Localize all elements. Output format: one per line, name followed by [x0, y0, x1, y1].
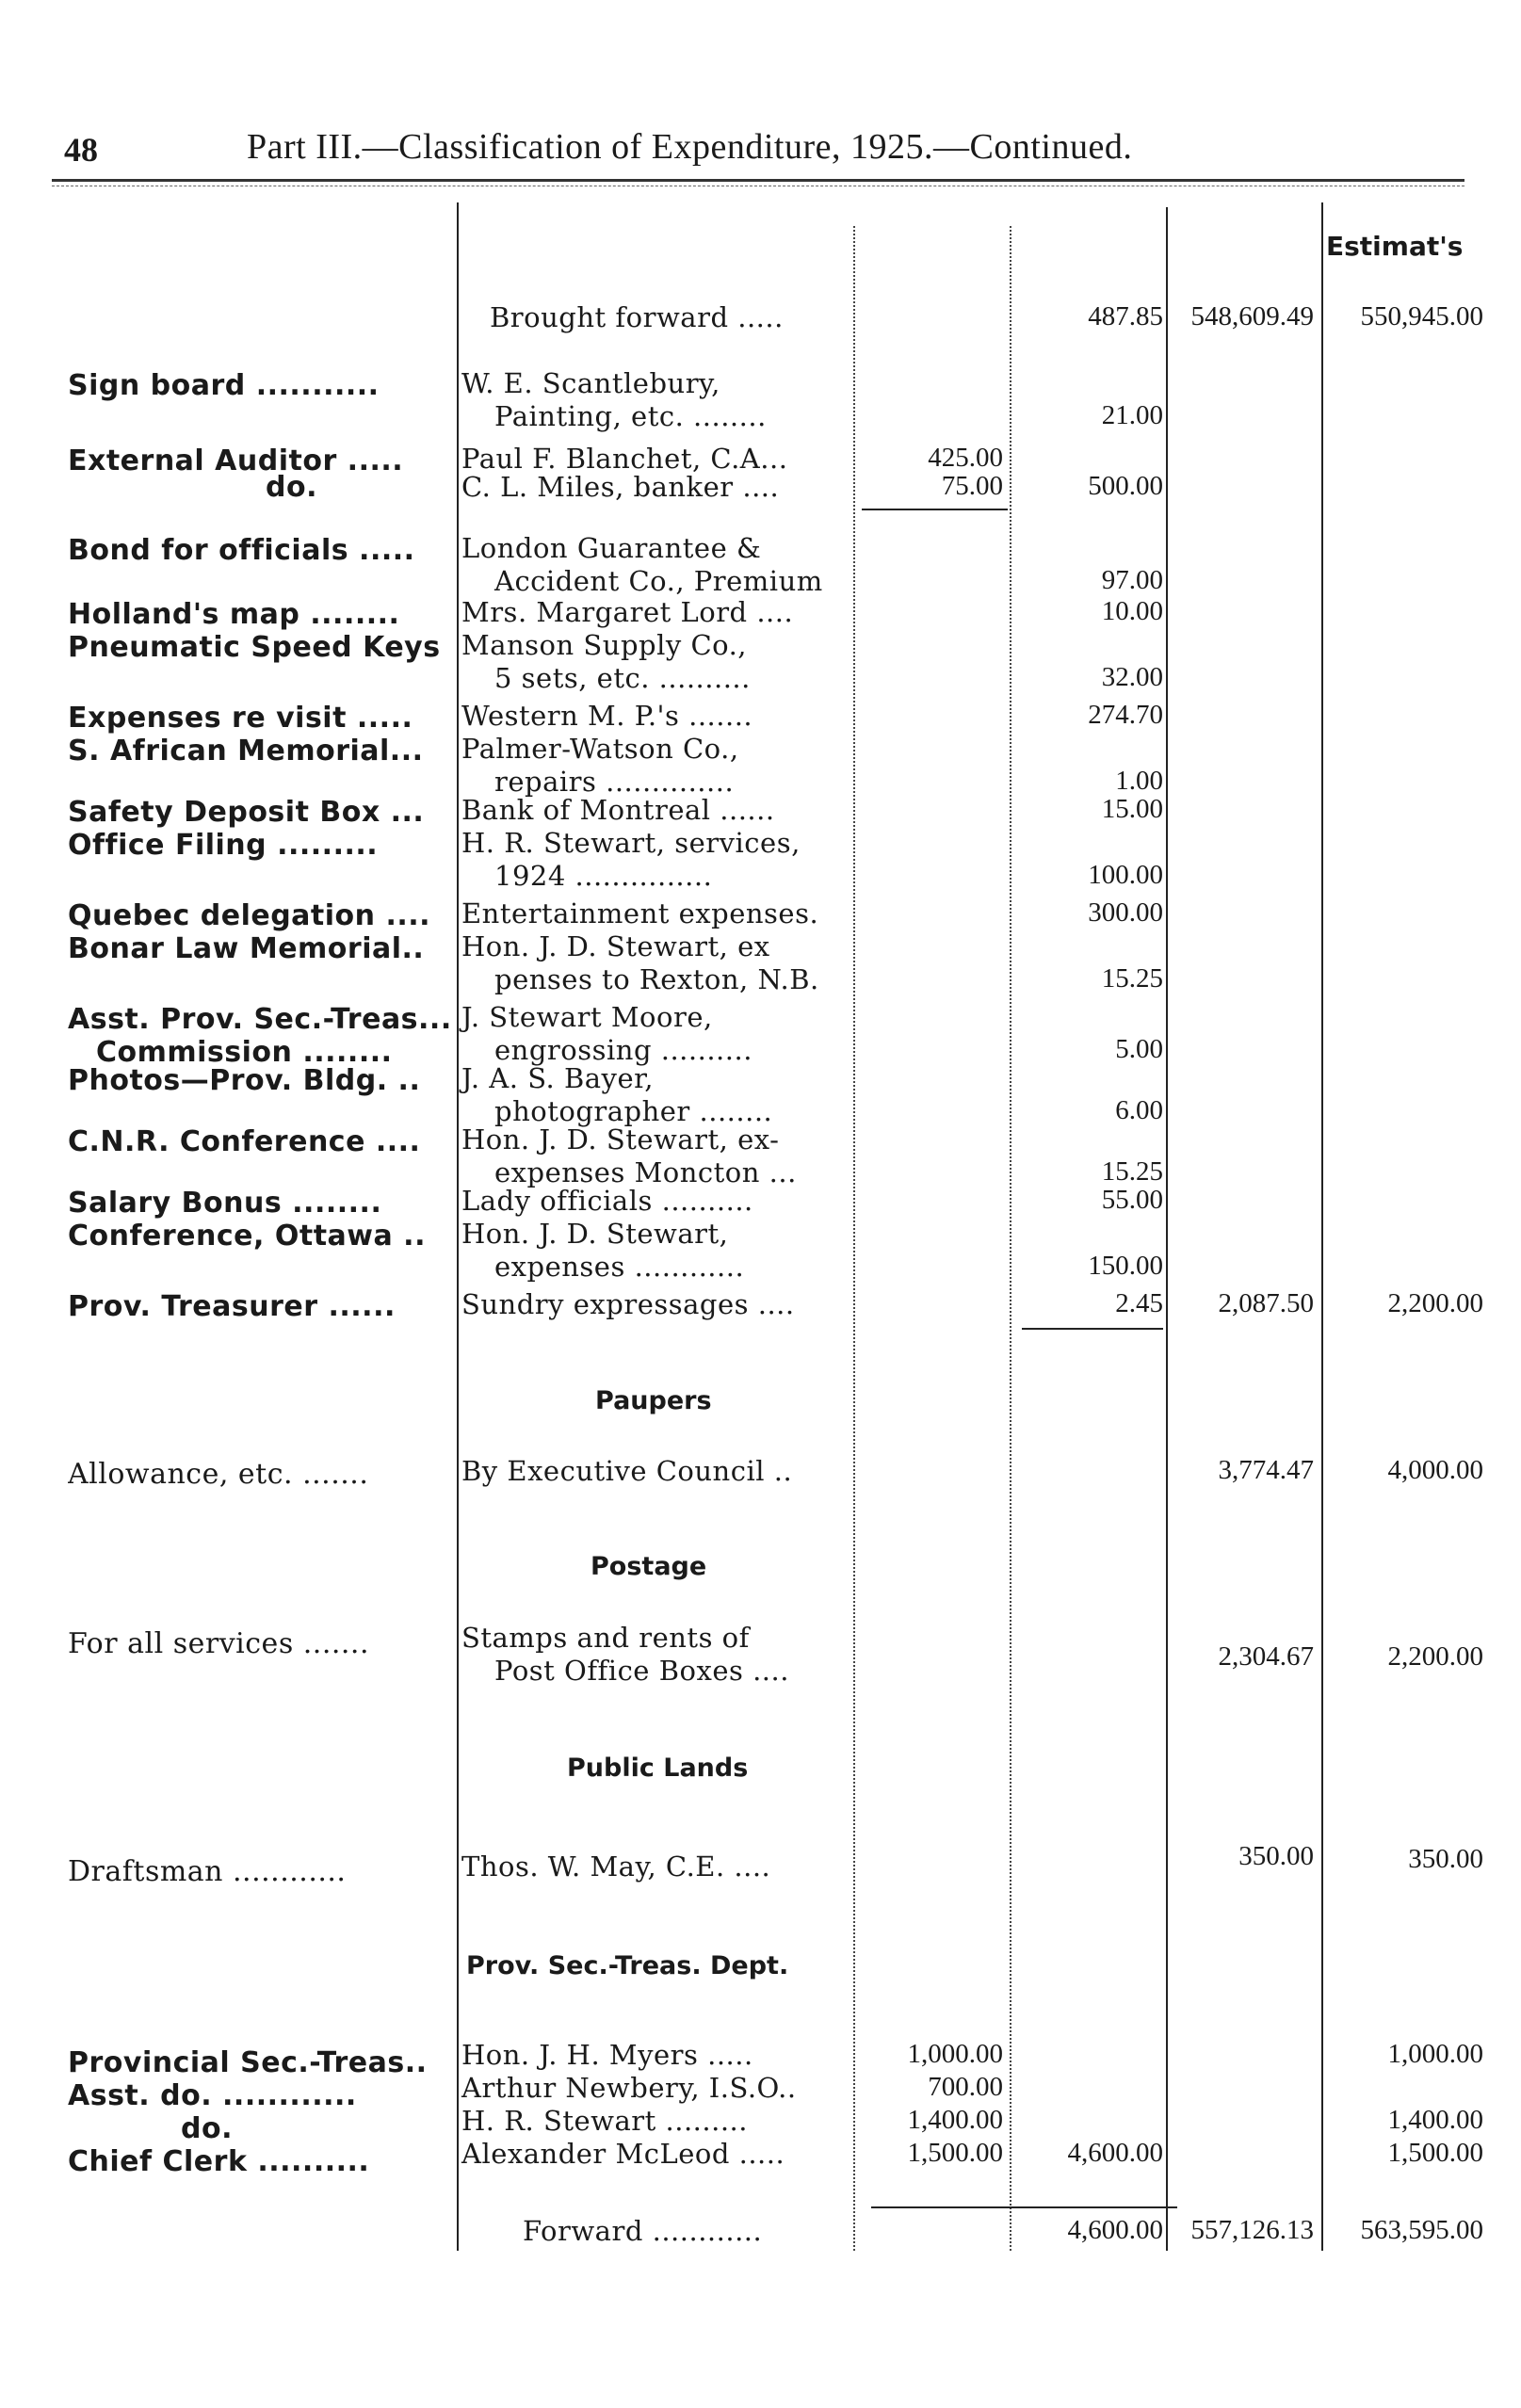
row-label: do. [181, 2112, 233, 2145]
section-heading-public-lands: Public Lands [567, 1753, 749, 1783]
desc-line: Alexander McLeod ..... [461, 2138, 785, 2170]
forward-col3: 557,126.13 [1190, 2215, 1314, 2245]
amount-col4: 1,500.00 [1387, 2138, 1483, 2168]
desc-line: C. L. Miles, banker .... [461, 471, 780, 503]
row-description [461, 1218, 848, 1284]
row-label: Asst. Prov. Sec.-Treas... [68, 1003, 452, 1036]
brought-forward-col3: 548,609.49 [1190, 301, 1314, 331]
desc-line: engrossing .......... [494, 1034, 752, 1066]
amount-col2: 55.00 [1101, 1185, 1163, 1215]
desc-line: Post Office Boxes .... [494, 1655, 789, 1687]
desc-line: Thos. W. May, C.E. .... [461, 1850, 771, 1883]
page-number: 48 [64, 131, 98, 169]
column-rule-label [457, 202, 459, 2251]
desc-line: Manson Supply Co., [461, 629, 748, 661]
row-description [461, 1062, 848, 1128]
desc-line: Mrs. Margaret Lord .... [461, 596, 794, 628]
row-description [461, 1123, 848, 1189]
amount-col2: 15.25 [1101, 963, 1163, 994]
header-rule [52, 179, 1464, 182]
desc-line: Accident Co., Premium [494, 565, 823, 597]
row-label: Conference, Ottawa .. [68, 1220, 426, 1252]
desc-line: J. Stewart Moore, [461, 1001, 713, 1033]
estimates-header: Estimat's [1326, 231, 1464, 262]
amount-col4: 1,000.00 [1387, 2039, 1483, 2069]
desc-line: 5 sets, etc. .......... [494, 662, 751, 694]
row-label: For all services ....... [68, 1627, 369, 1660]
amount-col4: 1,400.00 [1387, 2105, 1483, 2135]
amount-col2: 15.00 [1101, 794, 1163, 824]
amount-col2: 15.25 [1101, 1156, 1163, 1187]
brought-forward-col2: 487.85 [1088, 301, 1163, 331]
row-description [461, 1185, 848, 1218]
desc-line: Lady officials .......... [461, 1185, 753, 1217]
row-label: External Auditor ..... [68, 444, 404, 477]
row-label: do. [266, 471, 317, 504]
amount-col2: 5.00 [1115, 1034, 1163, 1064]
row-label: Allowance, etc. ....... [68, 1458, 369, 1491]
desc-line: H. R. Stewart, services, [461, 827, 801, 859]
column-rule-desc [853, 226, 855, 2251]
desc-line: W. E. Scantlebury, [461, 367, 720, 399]
row-description [461, 1622, 848, 1688]
amount-col2: 300.00 [1088, 897, 1163, 928]
amount-col2: 2.45 [1115, 1288, 1163, 1318]
row-label: C.N.R. Conference .... [68, 1125, 421, 1158]
row-label: Bond for officials ..... [68, 534, 415, 567]
column-rule-col2 [1166, 207, 1168, 2251]
desc-line: Hon. J. H. Myers ..... [461, 2039, 753, 2071]
desc-line: photographer ........ [494, 1095, 773, 1127]
desc-line: Entertainment expenses. [461, 897, 819, 929]
amount-col2: 32.00 [1101, 662, 1163, 692]
section-heading-dept: Prov. Sec.-Treas. Dept. [466, 1951, 789, 1980]
amount-col1: 1,400.00 [907, 2105, 1003, 2135]
amount-col2: 6.00 [1115, 1095, 1163, 1125]
row-description [461, 1455, 848, 1488]
postage-col3: 2,304.67 [1218, 1641, 1314, 1672]
desc-line: H. R. Stewart ......... [461, 2105, 748, 2137]
desc-line: Painting, etc. ........ [494, 400, 767, 432]
column-rule-col3 [1321, 202, 1323, 2251]
forward-rule [871, 2206, 1177, 2208]
postage-col4: 2,200.00 [1387, 1641, 1483, 1672]
row-description [461, 2039, 848, 2072]
row-label: Photos—Prov. Bldg. .. [68, 1064, 421, 1097]
public-lands-col3: 350.00 [1238, 1841, 1314, 1871]
subtotal-rule [862, 509, 1008, 510]
page-title: Part III.—Classification of Expenditure, 1925.—Continued. [247, 127, 1133, 167]
row-description [461, 1001, 848, 1067]
row-label: S. African Memorial... [68, 735, 424, 768]
row-description [461, 1850, 848, 1883]
desc-line: Palmer-Watson Co., [461, 733, 739, 765]
desc-line: expenses ............ [494, 1251, 745, 1283]
desc-line: penses to Rexton, N.B. [494, 963, 819, 995]
desc-line: Bank of Montreal ...... [461, 794, 775, 826]
row-label: Safety Deposit Box ... [68, 796, 425, 829]
subtotal-rule [1022, 1328, 1163, 1330]
row-description [461, 897, 848, 930]
amount-col3: 2,087.50 [1218, 1288, 1314, 1318]
forward-col2: 4,600.00 [1067, 2215, 1163, 2245]
amount-col1: 425.00 [928, 443, 1003, 473]
row-label: Office Filing ......... [68, 829, 379, 862]
paupers-col4: 4,000.00 [1387, 1455, 1483, 1485]
desc-line: Western M. P.'s ....... [461, 700, 753, 732]
row-description [461, 471, 848, 504]
desc-line: 1924 ............... [494, 860, 713, 892]
amount-col2: 500.00 [1088, 471, 1163, 501]
row-label-2: Commission ........ [96, 1036, 393, 1069]
desc-line: By Executive Council .. [461, 1455, 793, 1487]
row-description [461, 596, 848, 629]
amount-col2: 150.00 [1088, 1251, 1163, 1281]
row-description [461, 1288, 848, 1321]
brought-forward-label: Brought forward ..... [490, 301, 784, 333]
desc-line: London Guarantee & [461, 532, 762, 564]
row-label: Asst. do. ............ [68, 2079, 357, 2112]
row-label: Chief Clerk .......... [68, 2145, 370, 2178]
row-description [461, 827, 848, 893]
desc-line: repairs .............. [494, 766, 735, 798]
row-label: Draftsman ............ [68, 1855, 347, 1888]
row-description [461, 2138, 848, 2171]
row-description [461, 367, 848, 433]
amount-col1: 700.00 [928, 2072, 1003, 2102]
row-label: Holland's map ........ [68, 598, 400, 631]
desc-line: Hon. J. D. Stewart, ex [461, 930, 770, 962]
row-description [461, 2072, 848, 2105]
row-label: Expenses re visit ..... [68, 702, 413, 735]
row-description [461, 700, 848, 733]
row-label: Quebec delegation .... [68, 899, 431, 932]
row-label: Pneumatic Speed Keys [68, 631, 441, 664]
forward-col4: 563,595.00 [1360, 2215, 1483, 2245]
row-label: Bonar Law Memorial.. [68, 932, 425, 965]
amount-col2: 1.00 [1115, 766, 1163, 796]
desc-line: Arthur Newbery, I.S.O.. [461, 2072, 797, 2104]
amount-col2: 97.00 [1101, 565, 1163, 595]
column-rule-col1 [1010, 226, 1011, 2251]
public-lands-col4: 350.00 [1408, 1844, 1483, 1874]
section-heading-postage: Postage [591, 1552, 707, 1581]
row-label: Prov. Treasurer ...... [68, 1290, 396, 1323]
desc-line: J. A. S. Bayer, [461, 1062, 655, 1094]
desc-line: expenses Moncton ... [494, 1156, 797, 1188]
forward-label: Forward ............ [523, 2215, 763, 2247]
row-description [461, 794, 848, 827]
amount-col4: 2,200.00 [1387, 1288, 1483, 1318]
row-label: Sign board ........... [68, 369, 380, 402]
desc-line: Paul F. Blanchet, C.A... [461, 443, 788, 475]
amount-col1: 1,500.00 [907, 2138, 1003, 2168]
paupers-col3: 3,774.47 [1218, 1455, 1314, 1485]
amount-col2: 10.00 [1101, 596, 1163, 626]
row-description [461, 2105, 848, 2138]
row-description [461, 629, 848, 695]
desc-line: Hon. J. D. Stewart, [461, 1218, 729, 1250]
desc-line: Sundry expressages .... [461, 1288, 795, 1320]
amount-col1: 75.00 [941, 471, 1003, 501]
amount-col1: 1,000.00 [907, 2039, 1003, 2069]
row-label: Provincial Sec.-Treas.. [68, 2046, 428, 2079]
amount-col2: 100.00 [1088, 860, 1163, 890]
row-description [461, 733, 848, 799]
row-label: Salary Bonus ........ [68, 1187, 382, 1220]
desc-line: Stamps and rents of [461, 1622, 750, 1654]
desc-line: Hon. J. D. Stewart, ex- [461, 1123, 780, 1156]
amount-col2: 21.00 [1101, 400, 1163, 430]
section-heading-paupers: Paupers [595, 1386, 712, 1415]
row-description [461, 532, 848, 598]
brought-forward-col4: 550,945.00 [1360, 301, 1483, 331]
amount-col2: 4,600.00 [1067, 2138, 1163, 2168]
row-description [461, 930, 848, 996]
amount-col2: 274.70 [1088, 700, 1163, 730]
